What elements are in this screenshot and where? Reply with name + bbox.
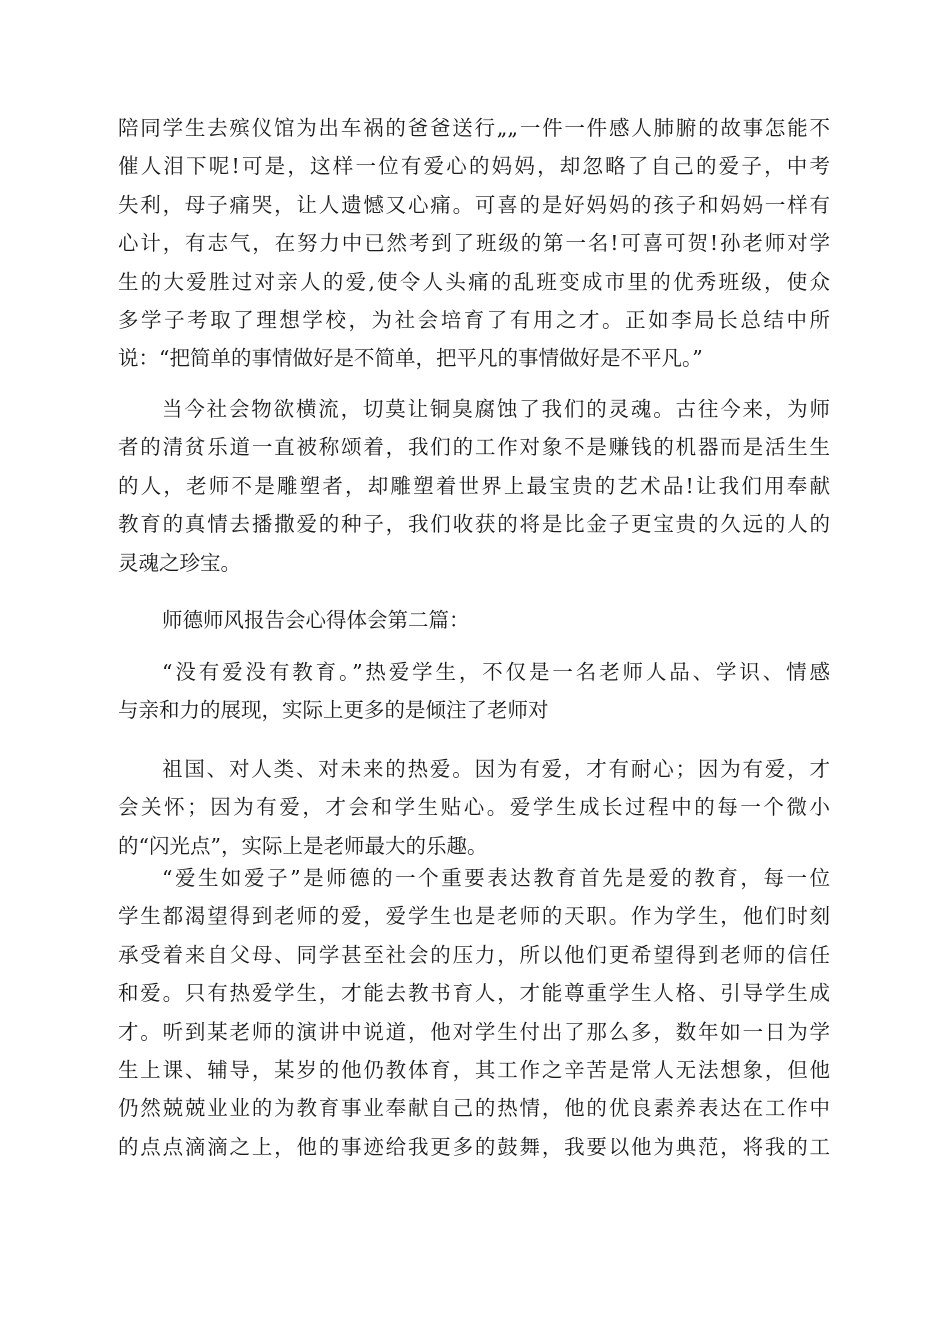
text-line: “爱生如爱子”是师德的一个重要表达教育首先是爱的教育，每一位	[162, 866, 830, 890]
paragraph-3	[118, 653, 830, 730]
text-line: 心计，有志气，在努力中已然考到了班级的第一名!可喜可贺!孙老师对学	[118, 231, 830, 256]
text-line: 祖国、对人类、对未来的热爱。因为有爱，才有耐心；因为有爱，才	[162, 757, 830, 781]
text-line: 的“闪光点”，实际上是老师最大的乐趣。	[118, 833, 488, 858]
text-line: 多学子考取了理想学校，为社会培育了有用之才。正如李局长总结中所	[118, 307, 830, 332]
text-line: 教育的真情去播撒爱的种子，我们收获的将是比金子更宝贵的久远的人的	[118, 512, 830, 537]
text-line: 生上课、辅导，某岁的他仍教体育，其工作之辛苦是常人无法想象，但他	[118, 1057, 830, 1082]
paragraph-2	[118, 390, 830, 582]
text-line: 说：“把简单的事情做好是不简单，把平凡的事情做好是不平凡。”	[118, 346, 703, 371]
text-line: 者的清贫乐道一直被称颂着，我们的工作对象不是赚钱的机器而是活生生	[118, 435, 830, 460]
text-line: 失利，母子痛哭，让人遗憾又心痛。可喜的是好妈妈的孩子和妈妈一样有	[118, 192, 830, 217]
text-line: 与亲和力的展现，实际上更多的是倾注了老师对	[118, 698, 549, 723]
text-line: 陪同学生去殡仪馆为出车祸的爸爸送行„„一件一件感人肺腑的故事怎能不	[118, 116, 830, 140]
heading-text: 师德师风报告会心得体会第二篇：	[162, 608, 470, 632]
section-heading	[162, 601, 470, 639]
text-line: 承受着来自父母、同学甚至社会的压力，所以他们更希望得到老师的信任	[118, 942, 830, 967]
text-line: 学生都渴望得到老师的爱，爱学生也是老师的天职。作为学生，他们时刻	[118, 904, 830, 929]
text-line: 生的大爱胜过对亲人的爱,使令人头痛的乱班变成市里的优秀班级，使众	[118, 269, 830, 294]
text-line: “没有爱没有教育。”热爱学生，不仅是一名老师人品、学识、情感	[162, 660, 830, 684]
paragraph-5	[118, 859, 830, 1166]
text-line: 仍然兢兢业业的为教育事业奉献自己的热情，他的优良素养表达在工作中	[118, 1096, 830, 1121]
text-line: 的人，老师不是雕塑者，却雕塑着世界上最宝贵的艺术品!让我们用奉献	[118, 473, 830, 498]
text-line: 灵魂之珍宝。	[118, 550, 241, 575]
text-line: 当今社会物欲横流，切莫让铜臭腐蚀了我们的灵魂。古往今来，为师	[162, 397, 830, 421]
paragraph-1	[118, 109, 830, 378]
text-line: 催人泪下呢!可是，这样一位有爱心的妈妈，却忽略了自己的爱子，中考	[118, 154, 830, 179]
text-line: 才。听到某老师的演讲中说道，他对学生付出了那么多，数年如一日为学	[118, 1019, 830, 1044]
text-line: 会关怀；因为有爱，才会和学生贴心。爱学生成长过程中的每一个微小	[118, 795, 830, 820]
text-line: 的点点滴滴之上，他的事迹给我更多的鼓舞，我要以他为典范，将我的工	[118, 1134, 830, 1159]
text-line: 和爱。只有热爱学生，才能去教书育人，才能尊重学生人格、引导学生成	[118, 981, 830, 1006]
paragraph-4	[118, 750, 830, 865]
